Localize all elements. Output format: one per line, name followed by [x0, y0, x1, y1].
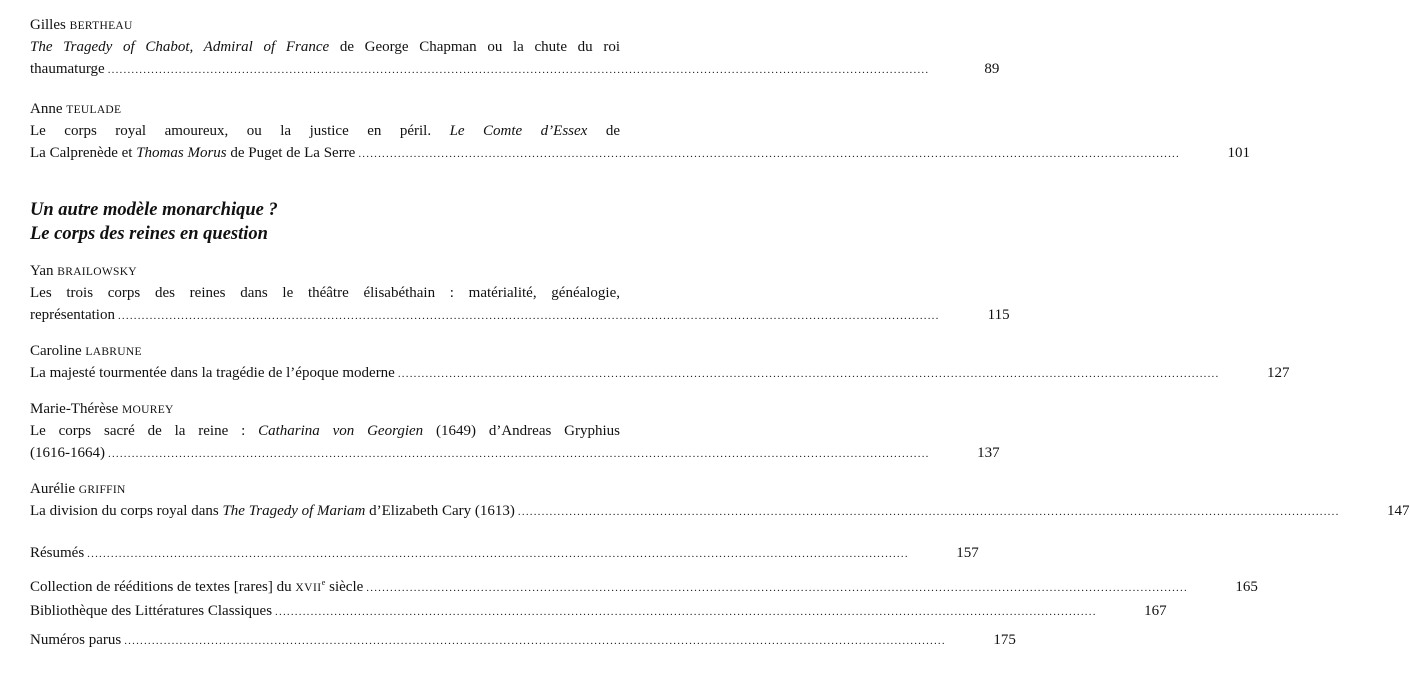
- page-number: 157: [956, 545, 979, 561]
- toc-entry-bibliotheque: Bibliothèque des Littératures Classiques ................................................................................................................................................................................................................ 167: [30, 600, 620, 622]
- toc-entry-labrune: [30, 340, 1290, 384]
- entry-title-line: Le corps royal amoureux, ou la justice en péril. Le Comte d’Essex de: [30, 123, 620, 139]
- dot-leader: ................................................................................................................................................................................................................: [107, 64, 930, 76]
- toc-entry-bertheau: [30, 14, 1000, 80]
- section-title-line-1: Un autre modèle monarchique ?: [30, 200, 278, 220]
- author-name: Gilles BERTHEAU: [30, 17, 133, 33]
- author-name: Marie-Thérèse MOUREY: [30, 401, 174, 417]
- author-name: Anne TEULADE: [30, 101, 122, 117]
- entry-last-line: La majesté tourmentée dans la tragédie de l’époque moderne ................................................................................................................................................................................................................ 127: [30, 362, 620, 384]
- entry-last-line: La division du corps royal dans The Tragedy of Mariam d’Elizabeth Cary (1613) ................................................................................................................................................................................................................ 147: [30, 500, 620, 522]
- section-title-line-2: Le corps des reines en question: [30, 224, 268, 244]
- page-number: 127: [1266, 365, 1290, 381]
- page-number: 175: [993, 632, 1016, 648]
- entry-last-line: thaumaturge ................................................................................................................................................................................................................ 89: [30, 58, 620, 80]
- toc-entry-resumes: Résumés ................................................................................................................................................................................................................ 157: [30, 542, 620, 564]
- back-matter: [30, 542, 1258, 651]
- toc-entry-griffin: [30, 478, 1410, 522]
- author-name: Caroline LABRUNE: [30, 343, 142, 359]
- entry-title-line: Le corps sacré de la reine : Catharina von Georgien (1649) d’Andreas Gryphius: [30, 423, 620, 439]
- dot-leader: ................................................................................................................................................................................................................: [275, 606, 1097, 618]
- toc-entry-teulade: [30, 98, 1250, 164]
- page-number: 137: [977, 445, 1000, 461]
- toc-entry-brailowsky: [30, 260, 1010, 326]
- page-number: 115: [987, 307, 1010, 323]
- entry-last-line: (1616-1664) ................................................................................................................................................................................................................ 137: [30, 442, 620, 464]
- dot-leader: ................................................................................................................................................................................................................: [87, 548, 909, 560]
- toc-entry-mourey: [30, 398, 1000, 464]
- section-heading: [30, 198, 620, 246]
- dot-leader: ................................................................................................................................................................................................................: [108, 448, 930, 460]
- dot-leader: ................................................................................................................................................................................................................: [366, 582, 1188, 594]
- entry-last-line: représentation ................................................................................................................................................................................................................ 115: [30, 304, 620, 326]
- table-of-contents: [30, 14, 1410, 651]
- dot-leader: ................................................................................................................................................................................................................: [397, 368, 1220, 380]
- entry-title-line: The Tragedy of Chabot, Admiral of France de George Chapman ou la chute du roi: [30, 39, 620, 55]
- toc-entry-collection: Collection de rééditions de textes [rares] du XVIIe siècle ................................................................................................................................................................................................................ 165: [30, 571, 620, 593]
- dot-leader: ................................................................................................................................................................................................................: [117, 310, 940, 322]
- page-number: 89: [984, 61, 1000, 77]
- author-name: Yan BRAILOWSKY: [30, 263, 137, 279]
- page-number: 101: [1227, 145, 1250, 161]
- entry-title-line: Les trois corps des reines dans le théâtre élisabéthain : matérialité, généalogie,: [30, 285, 620, 301]
- dot-leader: ................................................................................................................................................................................................................: [517, 506, 1340, 518]
- page-number: 165: [1235, 579, 1258, 595]
- dot-leader: ................................................................................................................................................................................................................: [124, 635, 946, 647]
- page-number: 147: [1387, 503, 1410, 519]
- entry-last-line: La Calprenède et Thomas Morus de Puget de La Serre ................................................................................................................................................................................................................ 101: [30, 142, 620, 164]
- dot-leader: ................................................................................................................................................................................................................: [358, 148, 1180, 160]
- page-number: 167: [1144, 603, 1167, 619]
- author-name: Aurélie GRIFFIN: [30, 481, 126, 497]
- toc-entry-numeros-parus: Numéros parus ................................................................................................................................................................................................................ 175: [30, 629, 620, 651]
